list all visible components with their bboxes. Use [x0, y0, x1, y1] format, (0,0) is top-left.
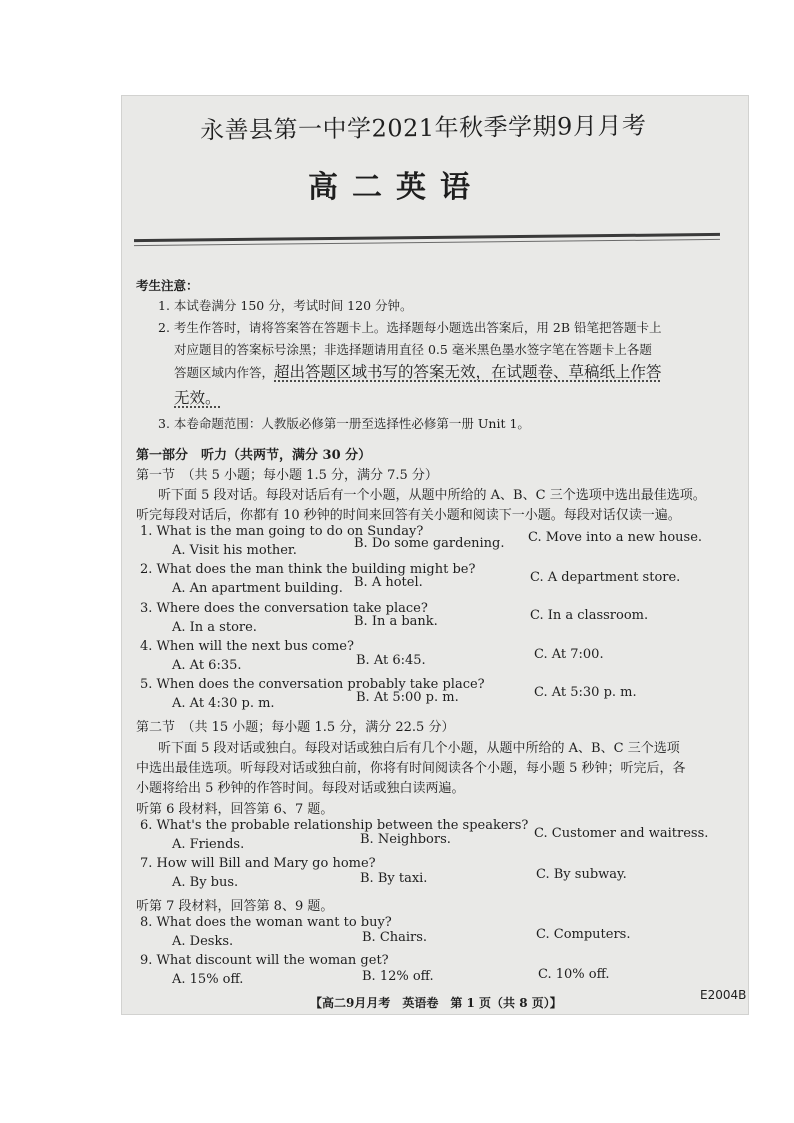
material-6-prompt: 听第 6 段材料，回答第 6、7 题。: [136, 802, 334, 817]
question-8-option-a: A. Desks.: [172, 934, 234, 949]
question-9-option-b: B. 12% off.: [362, 969, 434, 984]
paper-code: E2004B: [700, 988, 747, 1002]
question-9-option-c: C. 10% off.: [538, 967, 610, 982]
question-7: 7. How will Bill and Mary go home?: [140, 856, 376, 871]
question-2-option-c: C. A department store.: [530, 570, 681, 585]
question-6-option-c: C. Customer and waitress.: [534, 826, 709, 841]
question-5-option-c: C. At 5:30 p. m.: [534, 685, 637, 700]
section2-heading: 第二节 （共 15 小题；每小题 1.5 分，满分 22.5 分）: [136, 720, 455, 735]
question-8-option-b: B. Chairs.: [362, 930, 428, 945]
question-4-option-b: B. At 6:45.: [356, 653, 426, 668]
question-1-option-c: C. Move into a new house.: [528, 530, 703, 545]
subject-title: 高二英语: [308, 170, 484, 205]
question-1: 1. What is the man going to do on Sunday?: [140, 524, 424, 539]
section1-heading: 第一节 （共 5 小题；每小题 1.5 分，满分 7.5 分）: [136, 468, 438, 483]
question-8: 8. What does the woman want to buy?: [140, 915, 392, 930]
part1-heading: 第一部分 听力（共两节，满分 30 分）: [136, 448, 372, 463]
question-5-option-a: A. At 4:30 p. m.: [172, 696, 275, 711]
question-7-option-c: C. By subway.: [536, 867, 627, 882]
section2-instruction-1: 听下面 5 段对话或独白。每段对话或独白后有几个小题，从题中所给的 A、B、C 三个选项: [158, 741, 680, 756]
question-1-option-a: A. Visit his mother.: [172, 543, 297, 558]
question-4: 4. When will the next bus come?: [140, 639, 354, 654]
section2-instruction-2: 中选出最佳选项。听每段对话或独白前，你将有时间阅读各个小题，每小题 5 秒钟；听完后，各: [136, 761, 686, 776]
question-9: 9. What discount will the woman get?: [140, 953, 389, 968]
question-4-option-c: C. At 7:00.: [534, 647, 604, 662]
question-9-option-a: A. 15% off.: [172, 972, 244, 987]
question-6: 6. What's the probable relationship between the speakers?: [140, 818, 529, 833]
question-5-option-b: B. At 5:00 p. m.: [356, 690, 459, 705]
notice-line-4: [174, 360, 662, 382]
notice-line-6: 3. 本卷命题范围：人教版必修第一册至选择性必修第一册 Unit 1。: [158, 416, 530, 431]
question-1-option-b: B. Do some gardening.: [354, 536, 505, 551]
question-6-option-b: B. Neighbors.: [360, 832, 451, 847]
question-2-option-a: A. An apartment building.: [172, 581, 343, 596]
exam-page: [122, 96, 748, 1014]
question-5: 5. When does the conversation probably take place?: [140, 677, 485, 692]
question-7-option-a: A. By bus.: [172, 875, 239, 890]
question-2: 2. What does the man think the building might be?: [140, 562, 476, 577]
notice-line-4-emphasis: 超出答题区域书写的答案无效，在试题卷、草稿纸上作答: [274, 363, 662, 381]
notice-line-5: 无效。: [174, 389, 221, 407]
notice-line-4-normal: 答题区域内作答，: [174, 365, 275, 380]
notice-line-3: 对应题目的答案标号涂黑；非选择题请用直径 0.5 毫米黑色墨水签字笔在答题卡上各题: [174, 342, 652, 357]
notice-line-2: 2. 考生作答时，请将答案答在答题卡上。选择题每小题选出答案后，用 2B 铅笔把答题卡上: [158, 320, 662, 335]
question-8-option-c: C. Computers.: [536, 927, 631, 942]
section2-instruction-3: 小题将给出 5 秒钟的作答时间。每段对话或独白读两遍。: [136, 781, 465, 796]
section1-instruction-2: 听完每段对话后，你都有 10 秒钟的时间来回答有关小题和阅读下一小题。每段对话仅读一遍。: [136, 508, 681, 523]
question-3-option-a: A. In a store.: [172, 620, 257, 635]
section1-instruction-1: 听下面 5 段对话。每段对话后有一个小题，从题中所给的 A、B、C 三个选项中选出最佳选项。: [158, 488, 706, 503]
exam-title: 永善县第一中学2021年秋季学期9月月考: [199, 111, 647, 145]
page-footer: 【高二9月月考 英语卷 第 1 页（共 8 页）】: [310, 996, 562, 1010]
question-4-option-a: A. At 6:35.: [172, 658, 242, 673]
notice-heading: 考生注意：: [136, 278, 199, 293]
question-7-option-b: B. By taxi.: [360, 871, 428, 886]
question-2-option-b: B. A hotel.: [354, 575, 423, 590]
question-3-option-b: B. In a bank.: [354, 614, 438, 629]
question-3: 3. Where does the conversation take place?: [140, 601, 428, 616]
notice-line-1: 1. 本试卷满分 150 分，考试时间 120 分钟。: [158, 298, 413, 313]
material-7-prompt: 听第 7 段材料，回答第 8、9 题。: [136, 899, 334, 914]
question-6-option-a: A. Friends.: [172, 837, 245, 852]
question-3-option-c: C. In a classroom.: [530, 608, 649, 623]
